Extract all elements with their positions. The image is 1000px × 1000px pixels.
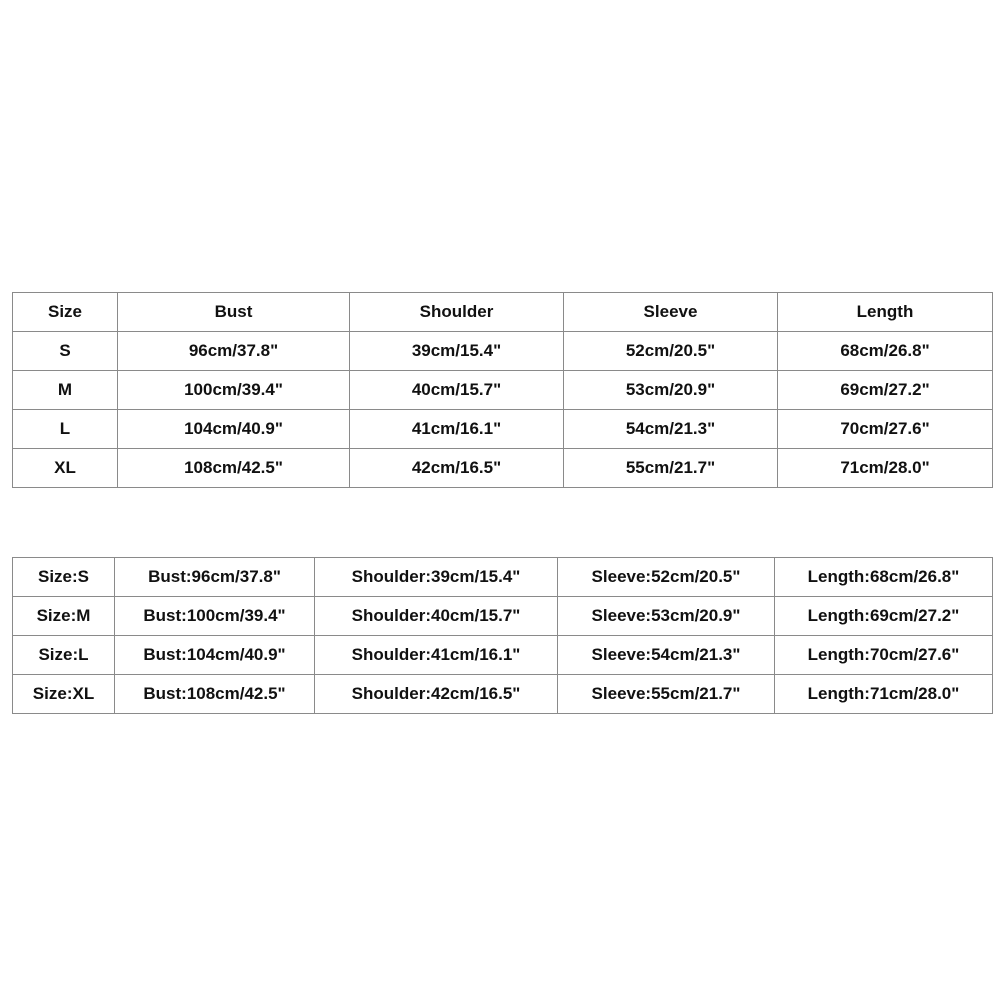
cell-shoulder: Shoulder:40cm/15.7" — [315, 597, 558, 636]
header-shoulder: Shoulder — [350, 293, 564, 332]
cell-size: Size:XL — [13, 675, 115, 714]
cell-bust: 108cm/42.5" — [118, 449, 350, 488]
table-row — [13, 449, 993, 488]
cell-sleeve: Sleeve:55cm/21.7" — [558, 675, 775, 714]
table-row — [13, 410, 993, 449]
cell-size: S — [13, 332, 118, 371]
cell-shoulder: Shoulder:41cm/16.1" — [315, 636, 558, 675]
header-sleeve: Sleeve — [564, 293, 778, 332]
cell-size: L — [13, 410, 118, 449]
cell-size: Size:L — [13, 636, 115, 675]
cell-sleeve: Sleeve:52cm/20.5" — [558, 558, 775, 597]
cell-length: 70cm/27.6" — [778, 410, 993, 449]
cell-bust: 100cm/39.4" — [118, 371, 350, 410]
size-chart-table-labeled — [12, 557, 993, 714]
cell-bust: 104cm/40.9" — [118, 410, 350, 449]
cell-shoulder: Shoulder:39cm/15.4" — [315, 558, 558, 597]
cell-bust: Bust:96cm/37.8" — [115, 558, 315, 597]
size-chart-table — [12, 292, 993, 488]
cell-bust: Bust:104cm/40.9" — [115, 636, 315, 675]
cell-shoulder: 41cm/16.1" — [350, 410, 564, 449]
table-row — [13, 371, 993, 410]
cell-sleeve: 53cm/20.9" — [564, 371, 778, 410]
header-size: Size — [13, 293, 118, 332]
cell-size: XL — [13, 449, 118, 488]
table-row — [13, 597, 993, 636]
cell-length: Length:68cm/26.8" — [775, 558, 993, 597]
cell-sleeve: 55cm/21.7" — [564, 449, 778, 488]
cell-size: Size:M — [13, 597, 115, 636]
table-header-row — [13, 293, 993, 332]
cell-length: 68cm/26.8" — [778, 332, 993, 371]
cell-size: M — [13, 371, 118, 410]
cell-sleeve: 52cm/20.5" — [564, 332, 778, 371]
cell-shoulder: 40cm/15.7" — [350, 371, 564, 410]
table-row — [13, 675, 993, 714]
cell-length: Length:69cm/27.2" — [775, 597, 993, 636]
table-row — [13, 332, 993, 371]
cell-shoulder: 42cm/16.5" — [350, 449, 564, 488]
table-row — [13, 636, 993, 675]
cell-length: Length:70cm/27.6" — [775, 636, 993, 675]
cell-length: Length:71cm/28.0" — [775, 675, 993, 714]
cell-shoulder: Shoulder:42cm/16.5" — [315, 675, 558, 714]
table-row — [13, 558, 993, 597]
cell-sleeve: 54cm/21.3" — [564, 410, 778, 449]
cell-length: 69cm/27.2" — [778, 371, 993, 410]
header-bust: Bust — [118, 293, 350, 332]
cell-shoulder: 39cm/15.4" — [350, 332, 564, 371]
cell-sleeve: Sleeve:53cm/20.9" — [558, 597, 775, 636]
cell-bust: Bust:108cm/42.5" — [115, 675, 315, 714]
header-length: Length — [778, 293, 993, 332]
cell-bust: Bust:100cm/39.4" — [115, 597, 315, 636]
cell-bust: 96cm/37.8" — [118, 332, 350, 371]
cell-size: Size:S — [13, 558, 115, 597]
cell-sleeve: Sleeve:54cm/21.3" — [558, 636, 775, 675]
cell-length: 71cm/28.0" — [778, 449, 993, 488]
